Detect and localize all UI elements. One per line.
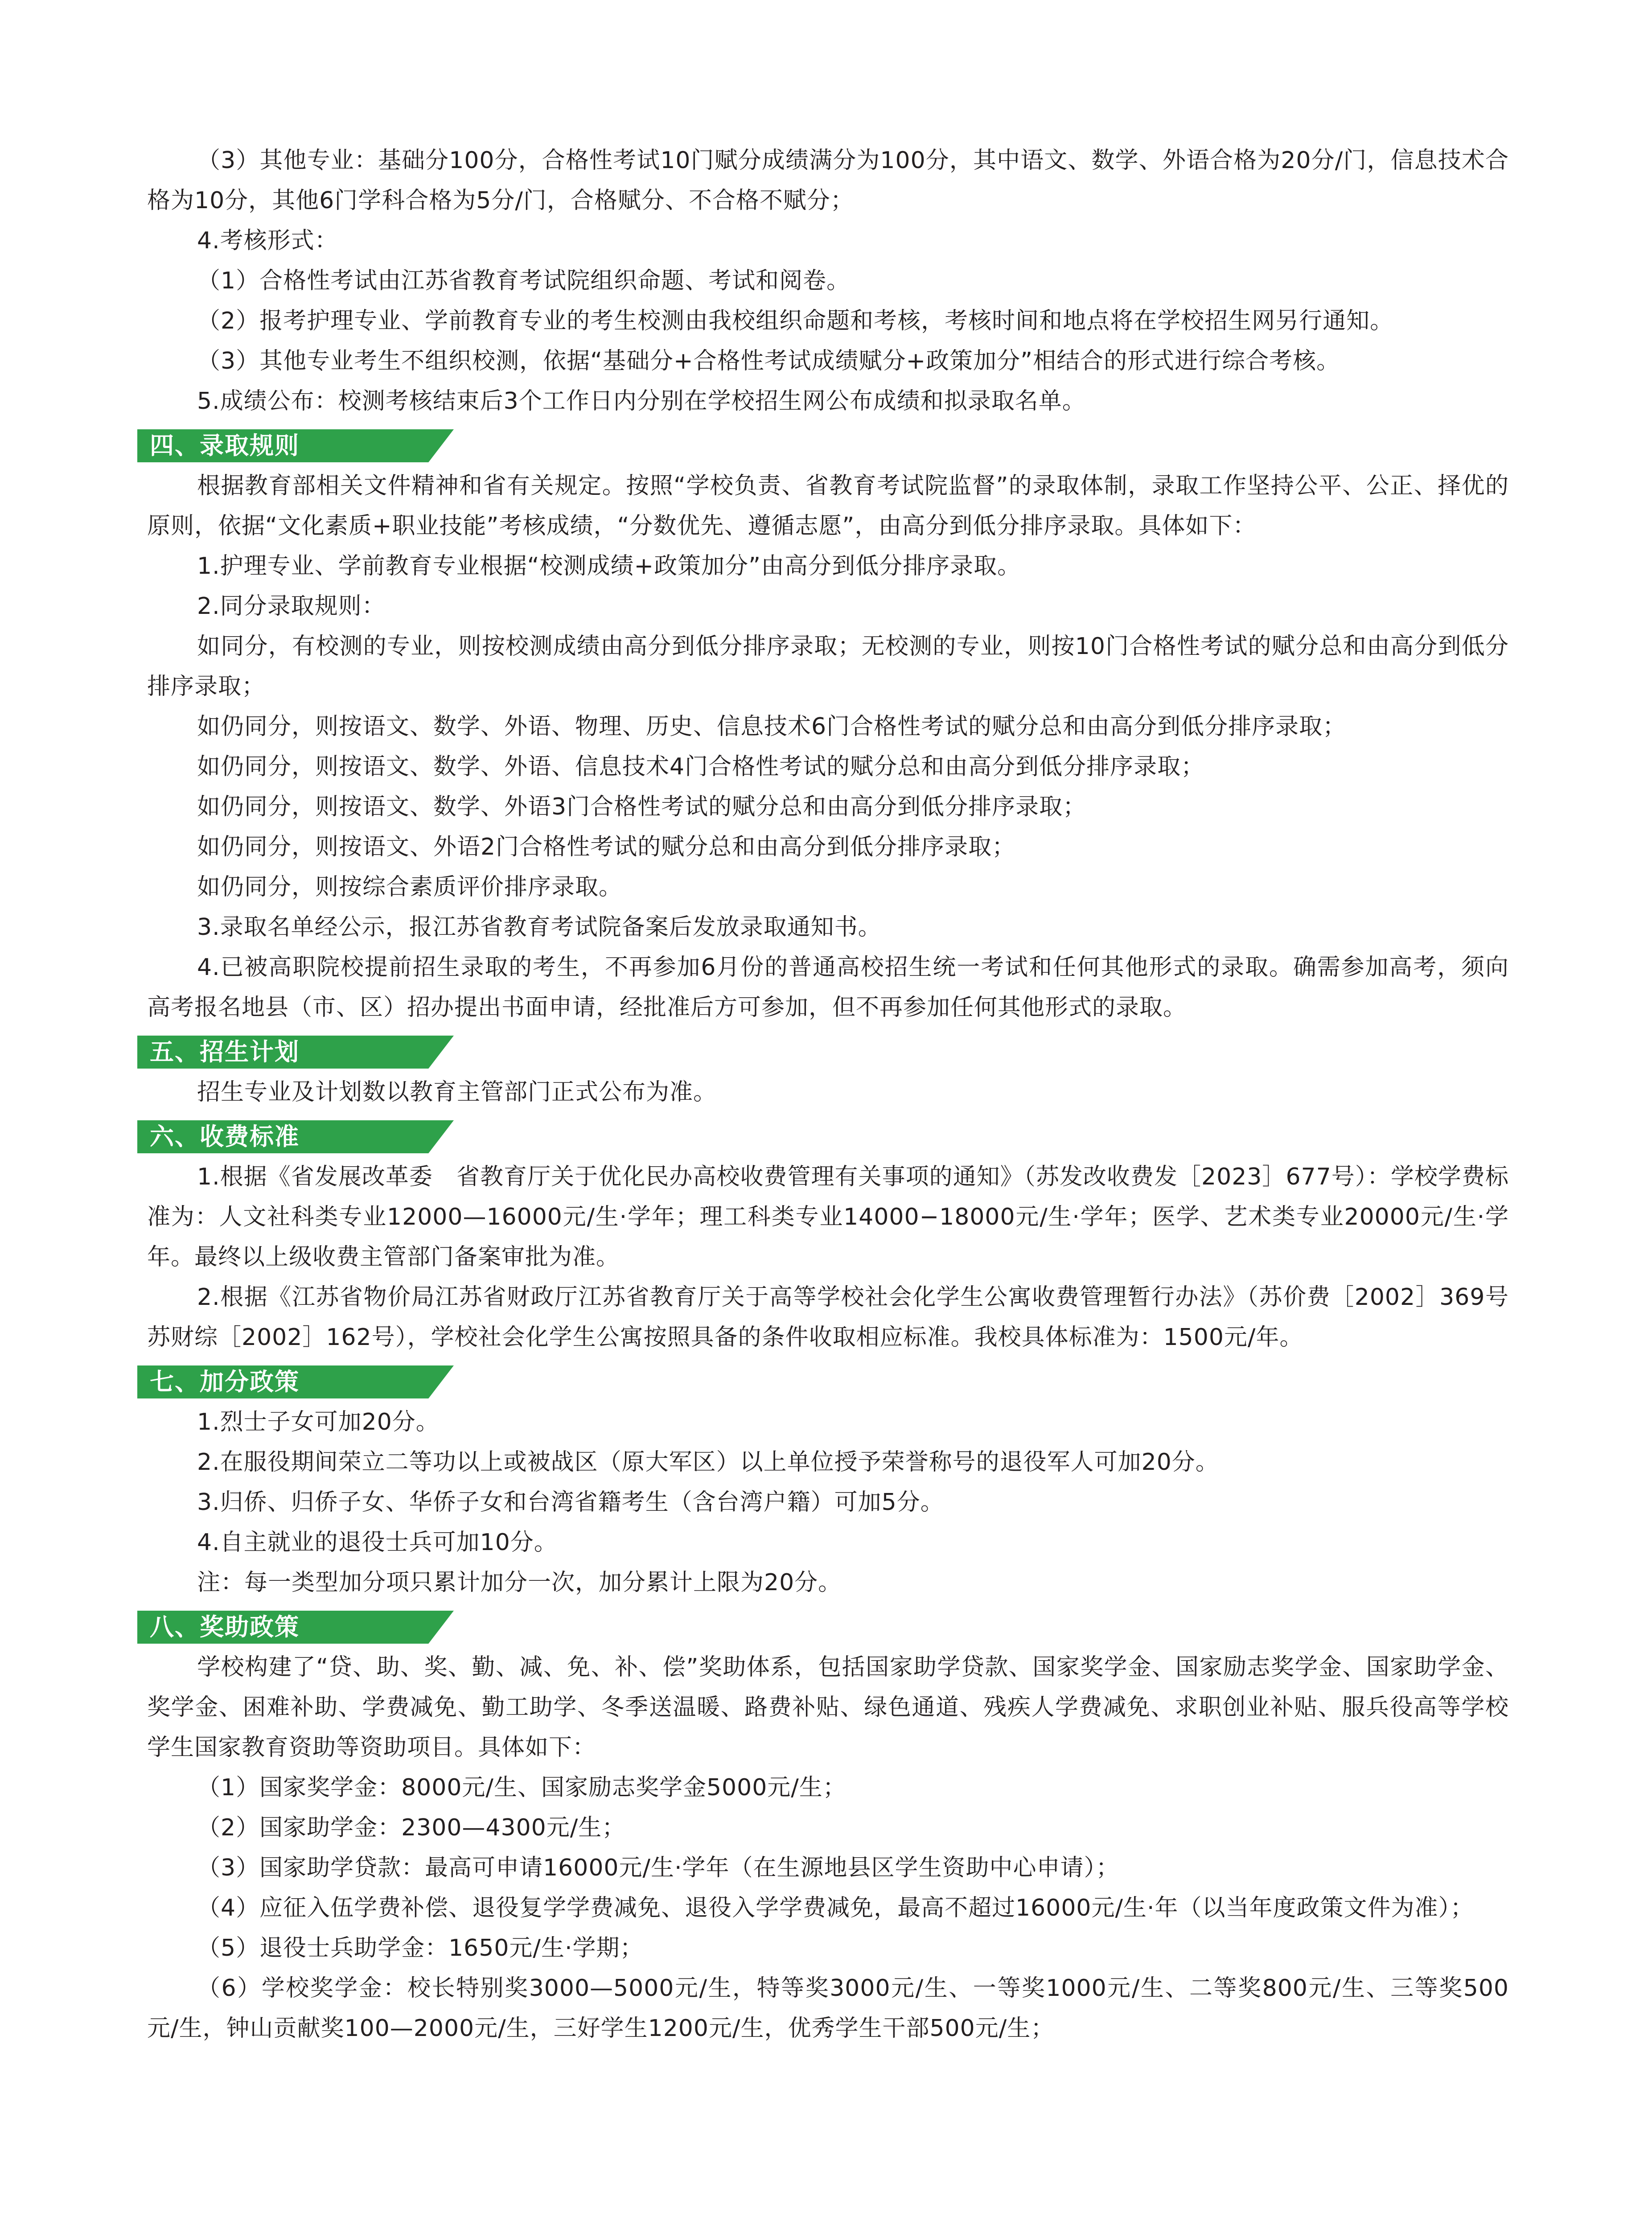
paragraph: 4.考核形式： <box>197 227 338 254</box>
section-heading-admission-rules <box>137 427 458 462</box>
document-body <box>147 140 1509 2048</box>
paragraph: （5）退役士兵助学金：1650元/生·学期； <box>197 1935 644 1962</box>
paragraph: （2）国家助学金：2300—4300元/生； <box>197 1814 626 1841</box>
paragraph: （3）国家助学贷款：最高可申请16000元/生·学年（在生源地县区学生资助中心申请）； <box>197 1855 1120 1881</box>
paragraph: （3）其他专业考生不组织校测，依据“基础分+合格性考试成绩赋分+政策加分”相结合的形式进行综合考核。 <box>197 348 1340 374</box>
paragraph: 1.根据《省发展改革委 省教育厅关于优化民办高校收费管理有关事项的通知》（苏发改收费发［2023］677号）：学校学费标准为：人文社科类专业12000—16000元/生·学年；理工科类专业14000−18000元/生·学年；医学、艺术类专业20000元/生·学年。最终以上级收费主管部门备案审批为准。 <box>147 1164 1509 1271</box>
paragraph: 3.归侨、归侨子女、华侨子女和台湾省籍考生（含台湾户籍）可加5分。 <box>197 1489 944 1516</box>
paragraph: 如仍同分，则按综合素质评价排序录取。 <box>197 874 623 901</box>
paragraph: 如仍同分，则按语文、数学、外语、信息技术4门合格性考试的赋分总和由高分到低分排序录取； <box>197 753 1205 780</box>
paragraph: 招生专业及计划数以教育主管部门正式公布为准。 <box>197 1079 717 1106</box>
paragraph: （1）国家奖学金：8000元/生、国家励志奖学金5000元/生； <box>197 1774 847 1801</box>
paragraph: 4.已被高职院校提前招生录取的考生，不再参加6月份的普通高校招生统一考试和任何其他形式的录取。确需参加高考，须向高考报名地县（市、区）招办提出书面申请，经批准后方可参加，但不再参加任何其他形式的录取。 <box>147 954 1509 1021</box>
section-heading-financial-aid <box>137 1608 458 1644</box>
paragraph: 5.成绩公布：校测考核结束后3个工作日内分别在学校招生网公布成绩和拟录取名单。 <box>197 388 1086 415</box>
section-heading-enrollment-plan <box>137 1033 458 1069</box>
paragraph: 2.在服役期间荣立二等功以上或被战区（原大军区）以上单位授予荣誉称号的退役军人可加20分。 <box>197 1449 1219 1476</box>
paragraph: 4.自主就业的退役士兵可加10分。 <box>197 1529 558 1556</box>
paragraph: 学校构建了“贷、助、奖、勤、减、免、补、偿”奖助体系，包括国家助学贷款、国家奖学金、国家励志奖学金、国家助学金、奖学金、困难补助、学费减免、勤工助学、冬季送温暖、路费补贴、绿色通道、残疾人学费减免、求职创业补贴、服兵役高等学校学生国家教育资助等资助项目。具体如下： <box>147 1654 1509 1761</box>
paragraph: （6）学校奖学金：校长特别奖3000—5000元/生，特等奖3000元/生、一等奖1000元/生、二等奖800元/生、三等奖500元/生，钟山贡献奖100—2000元/生，三好学生1200元/生，优秀学生干部500元/生； <box>147 1975 1509 2042</box>
section-heading-label: 五、招生计划 <box>150 1038 300 1066</box>
paragraph: 如同分，有校测的专业，则按校测成绩由高分到低分排序录取；无校测的专业，则按10门合格性考试的赋分总和由高分到低分排序录取； <box>147 633 1509 700</box>
paragraph: 2.根据《江苏省物价局江苏省财政厅江苏省教育厅关于高等学校社会化学生公寓收费管理暂行办法》（苏价费［2002］369号 苏财综［2002］162号），学校社会化学生公寓按照具备的条件收取相应标准。我校具体标准为：1500元/年。 <box>147 1284 1509 1351</box>
section-heading-label: 四、录取规则 <box>150 432 300 460</box>
section-heading-label: 八、奖助政策 <box>150 1613 300 1641</box>
section-heading-fees <box>137 1118 458 1153</box>
paragraph: 1.护理专业、学前教育专业根据“校测成绩+政策加分”由高分到低分排序录取。 <box>197 553 1021 580</box>
section-heading-bonus-points <box>137 1363 458 1398</box>
section-heading-label: 七、加分政策 <box>150 1368 300 1396</box>
paragraph: 根据教育部相关文件精神和省有关规定。按照“学校负责、省教育考试院监督”的录取体制，录取工作坚持公平、公正、择优的原则，依据“文化素质+职业技能”考核成绩，“分数优先、遵循志愿”，由高分到低分排序录取。具体如下： <box>147 473 1509 539</box>
paragraph: 如仍同分，则按语文、数学、外语3门合格性考试的赋分总和由高分到低分排序录取； <box>197 794 1087 820</box>
paragraph: 3.录取名单经公示，报江苏省教育考试院备案后发放录取通知书。 <box>197 914 882 941</box>
paragraph: （1）合格性考试由江苏省教育考试院组织命题、考试和阅卷。 <box>197 267 851 294</box>
paragraph: 2.同分录取规则： <box>197 593 386 620</box>
section-heading-label: 六、收费标准 <box>150 1123 300 1151</box>
paragraph: （2）报考护理专业、学前教育专业的考生校测由我校组织命题和考核，考核时间和地点将在学校招生网另行通知。 <box>197 308 1394 334</box>
paragraph: 如仍同分，则按语文、外语2门合格性考试的赋分总和由高分到低分排序录取； <box>197 834 1016 860</box>
paragraph: 1.烈士子女可加20分。 <box>197 1409 440 1435</box>
paragraph: （3）其他专业：基础分100分，合格性考试10门赋分成绩满分为100分，其中语文、数学、外语合格为20分/门，信息技术合格为10分，其他6门学科合格为5分/门，合格赋分、不合格不赋分； <box>147 147 1509 214</box>
paragraph: 如仍同分，则按语文、数学、外语、物理、历史、信息技术6门合格性考试的赋分总和由高分到低分排序录取； <box>197 713 1347 740</box>
paragraph: （4）应征入伍学费补偿、退役复学学费减免、退役入学学费减免，最高不超过16000元/生·年（以当年度政策文件为准）； <box>197 1895 1474 1921</box>
paragraph: 注：每一类型加分项只累计加分一次，加分累计上限为20分。 <box>197 1569 842 1596</box>
